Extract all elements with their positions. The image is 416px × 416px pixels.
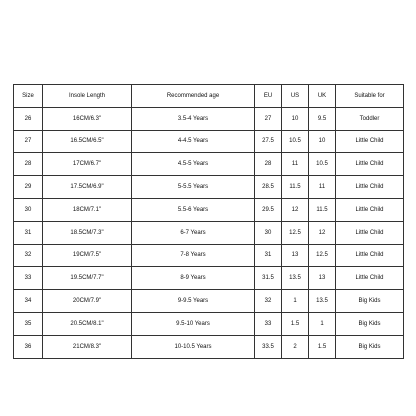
table-row: [14, 107, 404, 130]
cell-size: 34: [14, 290, 43, 313]
cell-insole-length: 20.5CM/8.1": [43, 312, 132, 335]
cell-us: 10: [282, 107, 309, 130]
cell-uk: 13: [309, 267, 336, 290]
table-row: [14, 244, 404, 267]
cell-eu: 33: [255, 312, 282, 335]
header-suitable-for: Suitable for: [336, 85, 404, 108]
cell-insole-length: 16CM/6.3": [43, 107, 132, 130]
table-row: [14, 198, 404, 221]
cell-size: 29: [14, 176, 43, 199]
table-row: [14, 221, 404, 244]
cell-us: 2: [282, 335, 309, 358]
cell-eu: 30: [255, 221, 282, 244]
cell-uk: 1.5: [309, 335, 336, 358]
table-row: [14, 335, 404, 358]
cell-insole-length: 21CM/8.3": [43, 335, 132, 358]
cell-eu: 28: [255, 153, 282, 176]
header-row: [14, 85, 404, 108]
cell-us: 12.5: [282, 221, 309, 244]
cell-size: 32: [14, 244, 43, 267]
cell-eu: 29.5: [255, 198, 282, 221]
cell-insole-length: 16.5CM/6.5": [43, 130, 132, 153]
header-recommended-age: Recommended age: [132, 85, 255, 108]
table-row: [14, 130, 404, 153]
cell-recommended-age: 3.5-4 Years: [132, 107, 255, 130]
cell-suitable-for: Big Kids: [336, 290, 404, 313]
cell-recommended-age: 4-4.5 Years: [132, 130, 255, 153]
cell-size: 31: [14, 221, 43, 244]
header-insole-length: Insole Length: [43, 85, 132, 108]
cell-uk: 11: [309, 176, 336, 199]
cell-eu: 33.5: [255, 335, 282, 358]
cell-uk: 13.5: [309, 290, 336, 313]
cell-size: 27: [14, 130, 43, 153]
cell-size: 26: [14, 107, 43, 130]
table-row: [14, 312, 404, 335]
cell-eu: 27.5: [255, 130, 282, 153]
cell-size: 28: [14, 153, 43, 176]
cell-size: 36: [14, 335, 43, 358]
cell-insole-length: 18CM/7.1": [43, 198, 132, 221]
size-chart-table: [13, 84, 404, 359]
cell-recommended-age: 5-5.5 Years: [132, 176, 255, 199]
table-row: [14, 153, 404, 176]
cell-suitable-for: Little Child: [336, 198, 404, 221]
cell-suitable-for: Big Kids: [336, 335, 404, 358]
table-row: [14, 290, 404, 313]
header-eu: EU: [255, 85, 282, 108]
cell-us: 11.5: [282, 176, 309, 199]
cell-us: 1: [282, 290, 309, 313]
cell-insole-length: 17CM/6.7": [43, 153, 132, 176]
cell-us: 10.5: [282, 130, 309, 153]
cell-us: 13: [282, 244, 309, 267]
cell-insole-length: 20CM/7.9": [43, 290, 132, 313]
cell-us: 1.5: [282, 312, 309, 335]
cell-size: 30: [14, 198, 43, 221]
cell-insole-length: 17.5CM/6.9": [43, 176, 132, 199]
cell-recommended-age: 10-10.5 Years: [132, 335, 255, 358]
cell-insole-length: 19CM/7.5": [43, 244, 132, 267]
cell-insole-length: 18.5CM/7.3": [43, 221, 132, 244]
table-row: [14, 267, 404, 290]
cell-recommended-age: 4.5-5 Years: [132, 153, 255, 176]
table-row: [14, 176, 404, 199]
header-uk: UK: [309, 85, 336, 108]
cell-uk: 12.5: [309, 244, 336, 267]
cell-suitable-for: Little Child: [336, 221, 404, 244]
cell-eu: 28.5: [255, 176, 282, 199]
header-us: US: [282, 85, 309, 108]
cell-suitable-for: Little Child: [336, 130, 404, 153]
cell-recommended-age: 9-9.5 Years: [132, 290, 255, 313]
cell-recommended-age: 5.5-6 Years: [132, 198, 255, 221]
cell-suitable-for: Little Child: [336, 153, 404, 176]
cell-suitable-for: Toddler: [336, 107, 404, 130]
cell-eu: 31: [255, 244, 282, 267]
cell-suitable-for: Little Child: [336, 267, 404, 290]
table-body: [14, 107, 404, 358]
cell-recommended-age: 8-9 Years: [132, 267, 255, 290]
cell-eu: 31.5: [255, 267, 282, 290]
cell-insole-length: 19.5CM/7.7": [43, 267, 132, 290]
header-size: Size: [14, 85, 43, 108]
cell-suitable-for: Big Kids: [336, 312, 404, 335]
cell-recommended-age: 7-8 Years: [132, 244, 255, 267]
cell-us: 12: [282, 198, 309, 221]
cell-us: 11: [282, 153, 309, 176]
cell-us: 13.5: [282, 267, 309, 290]
cell-eu: 27: [255, 107, 282, 130]
cell-eu: 32: [255, 290, 282, 313]
cell-size: 35: [14, 312, 43, 335]
cell-uk: 1: [309, 312, 336, 335]
cell-suitable-for: Little Child: [336, 244, 404, 267]
cell-size: 33: [14, 267, 43, 290]
cell-suitable-for: Little Child: [336, 176, 404, 199]
cell-uk: 11.5: [309, 198, 336, 221]
cell-uk: 12: [309, 221, 336, 244]
cell-uk: 10.5: [309, 153, 336, 176]
cell-recommended-age: 6-7 Years: [132, 221, 255, 244]
cell-uk: 9.5: [309, 107, 336, 130]
cell-uk: 10: [309, 130, 336, 153]
cell-recommended-age: 9.5-10 Years: [132, 312, 255, 335]
